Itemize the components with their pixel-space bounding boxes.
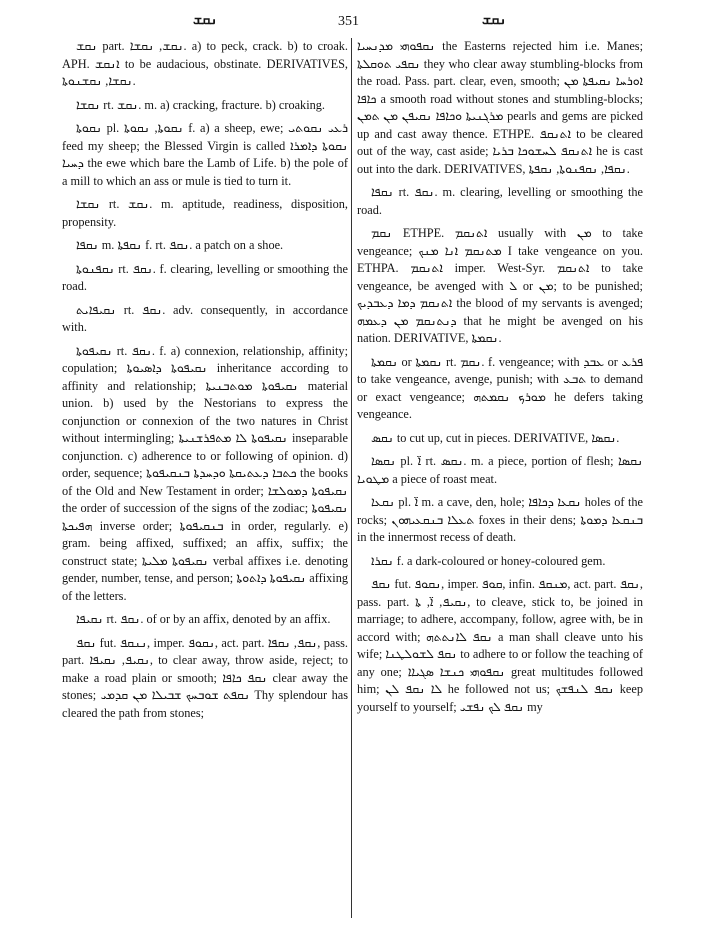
running-head-right: ܢܩܫ: [482, 12, 507, 28]
page-header: [0, 12, 704, 34]
dictionary-entry: ܢܩܝܦܘܬܐ rt. ܢܩܦ. f. a) connexion, relationship, affinity; copulation; ܢܩܝܦܘܬܐ ܕܐܣܝܘܬܐ inheritance according to affinity and relationship; ܢܩܝܦܘܬܐ ܡܘܬܒܢܝܬܐ material union. b) used by the Nestorians to express the conjunction or connexion of the two natures in Christ without intermingling; ܢܩܝܦܘܬܐ ܠܐ ܡܬܦܪܫܢܝܬܐ inseparable conjunction. c) adherence to or following of opinion. d) order, sequence; ܟܬܒܐ ܕܥܬܝܩܬܐ ܘܕܚܕܬܐ ܒܢܩܝܦܘܬܐ the books of the Old and New Testament in order; ܢܩܝܦܘܬܐ ܕܡܘܠܫܐ the order of succession of the signs of the zodiac; ܢܩܝܦܘܬܐ ܗܦܝܟܬܐ inverse order; ܒܢܩܝܦܘܬܐ in order, regularly. e) gram. being affixed, suffixed; an affix, suffix; the construct state; ܢܩܝܦܘܬܐ ܡܠܝܬܐ verbal affixes i.e. denoting gender, number, tense, and person; ܢܩܝܦܘܬܐ ܕܐܬܘܬܐ affixing of the letters.: [62, 343, 349, 603]
left-column: [62, 38, 348, 728]
dictionary-entry: ܢܩܦܐ m. ܢܩܦܬܐ f. rt. ܢܩܦ. a patch on a shoe.: [76, 238, 284, 252]
dictionary-entry: ܢܩܣ to cut up, cut in pieces. DERIVATIVE, ܢܩܣܐ.: [371, 430, 620, 445]
dictionary-entry: ܢܩܦܢܘܬܐ rt. ܢܩܦ. f. clearing, levelling or smoothing the road.: [62, 261, 348, 293]
column-divider: [351, 38, 352, 918]
dictionary-entry: ܢܩܘܬܐ pl. ܢܩܘܬܐ, ܢܩܘܬܐ f. a) a sheep, ewe; ܪܥܝ ܢܩܘܬܝ feed my sheep; the Blessed Virgin is called ܢܩܘܬܐ ܕܐܡܪܐ ܕܚܝܐ the ewe which bare the Lamb of Life. b) the pole of a mill to which an ass or mule is tied to turn it.: [62, 121, 349, 188]
dictionary-entry: ܢܩܡܬܐ or ܢܩܡܬܐ rt. ܢܩܡ. f. vengeance; with ܥܒܕ or ܦܪܥ to take vengeance, avenge, punish; with ܬܒܥ to demand or exact vengeance; ܡܘܪܟ ܢܩܡܬܗ he defers taking vengeance.: [357, 354, 644, 421]
dictionary-entry: ܢܩܝܦܐ rt. ܢܩܦ. of or by an affix, denoted by an affix.: [76, 612, 331, 626]
dictionary-entry: ܢܩܦ fut. ܢܩܘܦ, imper. ܩܘܦ, infin. ܡܢܩܦ, act. part. ܢܩܦ, pass. part. ܢܩܝܦ, ܐ̈, ܬܐ, to cleave, stick to, be joined in marriage; to adhere, accompany, follow, agree with, be in accord with; ܢܩܦ ܠܐܢܬܬܗ a man shall cleave unto his wife; ܢܩܦ ܠܫܘܠܛܢܐ to adhere to or follow the teaching of any one; ܢܩܦܘܗܝ ܟܢܫܐ ܣܓܝܐܐ great multitudes followed him; ܠܐ ܢܩܦ ܠܢ he followed not us; ܢܩܦ ܠܢܦܫܟ keep yourself to yourself; ܢܩܦ ܠܟ ܢܦܫܝ my: [357, 577, 643, 714]
dictionary-entry: ܢܩܦ fut. ܢܢܩܦ, imper. ܢܩܘܦ, act. part. ܢܩܦ, ܢܩܦܐ, pass. part. ܢܩܝܦ, ܢܩܝܦܐ, to clear away, throw aside, reject; to make a road plain or smooth; ܢܩܦ ܟܐܦܐ clear away the stones; ܢܩܦܬ ܫܘܒܚܟ ܫܒܝܠܐ ܡܢ ܩܕܡܝ Thy splendour has cleared the path from stones;: [62, 635, 349, 720]
dictionary-entry: ܢܩܫܐ rt. ܢܩܫ. m. aptitude, readiness, disposition, propensity.: [62, 197, 348, 229]
page-number: 351: [338, 14, 359, 29]
dictionary-entry: ܢܩܦܐ rt. ܢܩܦ. m. clearing, levelling or smoothing the road.: [357, 185, 643, 217]
dictionary-entry: ܢܩܦܘܗܝ ܡܕܢܚܝܐ the Easterns rejected him i.e. Manes; ܢܩܦܝ ܬܘܩܠܬܐ they who clear away stumbling-blocks from the road. Pass. part. clear, even, smooth; ܐܘܪܚܐ ܢܩܝܦܬܐ ܡܢ ܟܐܦܐ a smooth road without stones and stumbling-blocks; ܡܪܓܢܝܬܐ ܘܟܐܦܐ ܢܩܝܦܢ ܡܢ ܬܡܢ pearls and gems are picked up and cast away thence. ETHPE. ܐܬܢܩܦ to be cleared out of the way, cast aside; ܐܬܢܩܦ ܠܚܫܘܟܐ ܒܪܝܐ he is cast out into the dark. DERIVATIVES, ܢܩܦܐ, ܢܩܦܢܘܬܐ, ܢܩܦܬܐ.: [357, 39, 644, 176]
dictionary-entry: ܢܩܫ part. ܢܩܫ, ܢܩܫܐ. a) to peck, crack. b) to croak. APH. ܐܢܩܫ to be audacious, obstinate. DERIVATIVES, ܢܩܫܐ, ܢܩܫܢܘܬܐ.: [62, 39, 349, 88]
right-column: [357, 38, 643, 722]
running-head-left: ܢܩܫ: [193, 12, 218, 28]
dictionary-entry: ܢܩܥܐ pl. ܐ̈ m. a cave, den, hole; ܢܩܥܐ ܕܟܐܦܐ holes of the rocks; ܬܥܠܐ ܒܢܩܥܝܗܘܢ foxes in their dens; ܒܢܩܥܐ ܕܡܘܬܐ in the innermost recess of death.: [357, 495, 643, 544]
dictionary-entry: ܢܩܫܐ rt. ܢܩܫ. m. a) cracking, fracture. b) croaking.: [76, 97, 325, 112]
dictionary-entry: ܢܩܡ ETHPE. ܐܬܢܩܡ usually with ܡܢ to take vengeance; ܡܬܢܩܡ ܐܢܐ ܡܢܟ I take vengeance on you. ETHPA. ܐܬܢܩܡ imper. West-Syr. ܐܬܢܩܡ to take vengeance, be avenged with ܠ or ܡܢ; to be punished; ܐܬܢܩܡ ܕܡܐ ܕܥܒܕܝܟ the blood of my servants is avenged; ܕܢܬܢܩܡ ܡܢ ܕܥܡܗ that he might be avenged on his nation. DERIVATIVE, ܢܩܡܬܐ.: [357, 226, 644, 345]
dictionary-entry: ܢܩܪܐ f. a dark-coloured or honey-coloured gem.: [371, 553, 606, 568]
dictionary-entry: ܢܩܝܦܐܝܬ rt. ܢܩܦ. adv. consequently, in accordance with.: [62, 302, 348, 334]
dictionary-entry: ܢܩܣܐ pl. ܐ̈ rt. ܢܩܣ. m. a piece, portion of flesh; ܢܩܣܐ ܡܛܘܝܐ a piece of roast meat.: [357, 454, 643, 486]
